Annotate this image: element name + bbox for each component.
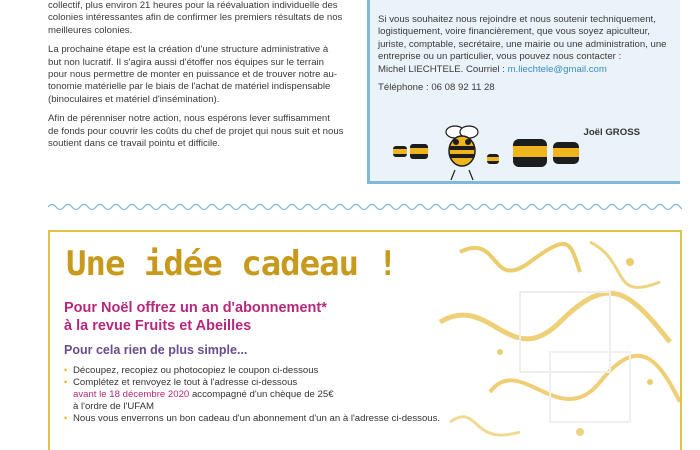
paragraph-2 [48,44,350,106]
text-line: but non lucratif. Il s'agira aussi d'étoffer nos équipes sur le terrain [48,56,324,68]
text-line: Afin de pérenniser notre action, nous espérons lever suffisamment [48,113,330,125]
text-line: juriste, comptable, secrétaire, une mairie ou une administration, une [378,38,667,50]
bee-honeycomb-illustration [393,124,593,184]
contact-text [378,14,670,94]
text-line: (binoculaires et matériel d'insémination). [48,93,220,105]
honeycomb-cells [393,139,579,167]
bee-icon [446,126,478,180]
contact-box [367,0,680,184]
gift-title: Une idée cadeau ! [66,244,397,284]
text-line: tonomie matérielle par le biais de l'achat de matériel indispensable [48,81,331,93]
text-line: La prochaine étape est la création d'une structure administrative à [48,44,329,56]
instruction-list [64,365,440,425]
gift-subtitle [64,299,327,335]
subtitle-line: à la revue Fruits et Abeilles [64,318,252,334]
gift-intro: Pour cela rien de plus simple... [64,343,248,357]
article-left-column [48,0,350,157]
email-link[interactable]: m.liechtele@gmail.com [507,63,607,75]
text-line: colonies intéressantes afin de confirmer les premiers résultats de nos [48,12,343,24]
wave-divider [48,201,682,213]
text-line: entreprise ou un particulier, vous pouvez nous contacter : [378,51,622,63]
contact-prefix: Michel LIECHTELE. Courriel : [378,63,508,75]
text-line: logistiquement, voire financièrement, que vous soyez apiculteur, [378,26,650,38]
paragraph-3 [48,113,350,150]
gift-promo-box [48,230,682,450]
contact-line [378,64,670,76]
instruction-item: • Nous vous enverrons un bon cadeau d'un abonnement d'un an à l'adresse ci-dessous. [64,413,440,425]
instruction-continuation: à l'ordre de l'UFAM [73,401,154,412]
paragraph-1 [48,0,350,37]
instruction-item: • Découpez, recopiez ou photocopiez le coupon ci-dessous [64,365,440,377]
signature: Joël GROSS [583,127,640,138]
gold-ribbon-decoration [430,232,680,450]
subtitle-line: Pour Noël offrez un an d'abonnement* [64,300,327,316]
text-line: collectif, plus environ 21 heures pour la réévaluation individuelle des [48,0,338,11]
text-line: Si vous souhaitez nous rejoindre et nous soutenir techniquement, [378,14,656,25]
text-line: de fonds pour couvrir les coûts du chef de projet qui nous suit et nous [48,125,344,137]
deadline-date: avant le 18 décembre 2020 [73,389,190,400]
text-line: meilleures colonies. [48,24,133,36]
text-line: pour nous permettre de monter en puissance et de trouver notre au- [48,69,338,81]
instruction-text: accompagné d'un chèque de 25€ [189,389,334,400]
text-line: soutient dans ce travail pointu et difficile. [48,138,221,150]
instruction-continuation [64,389,440,401]
instruction-item: • Complétez et renvoyez le tout à l'adresse ci-dessous [64,377,440,389]
phone-line: Téléphone : 06 08 92 11 28 [378,82,495,94]
